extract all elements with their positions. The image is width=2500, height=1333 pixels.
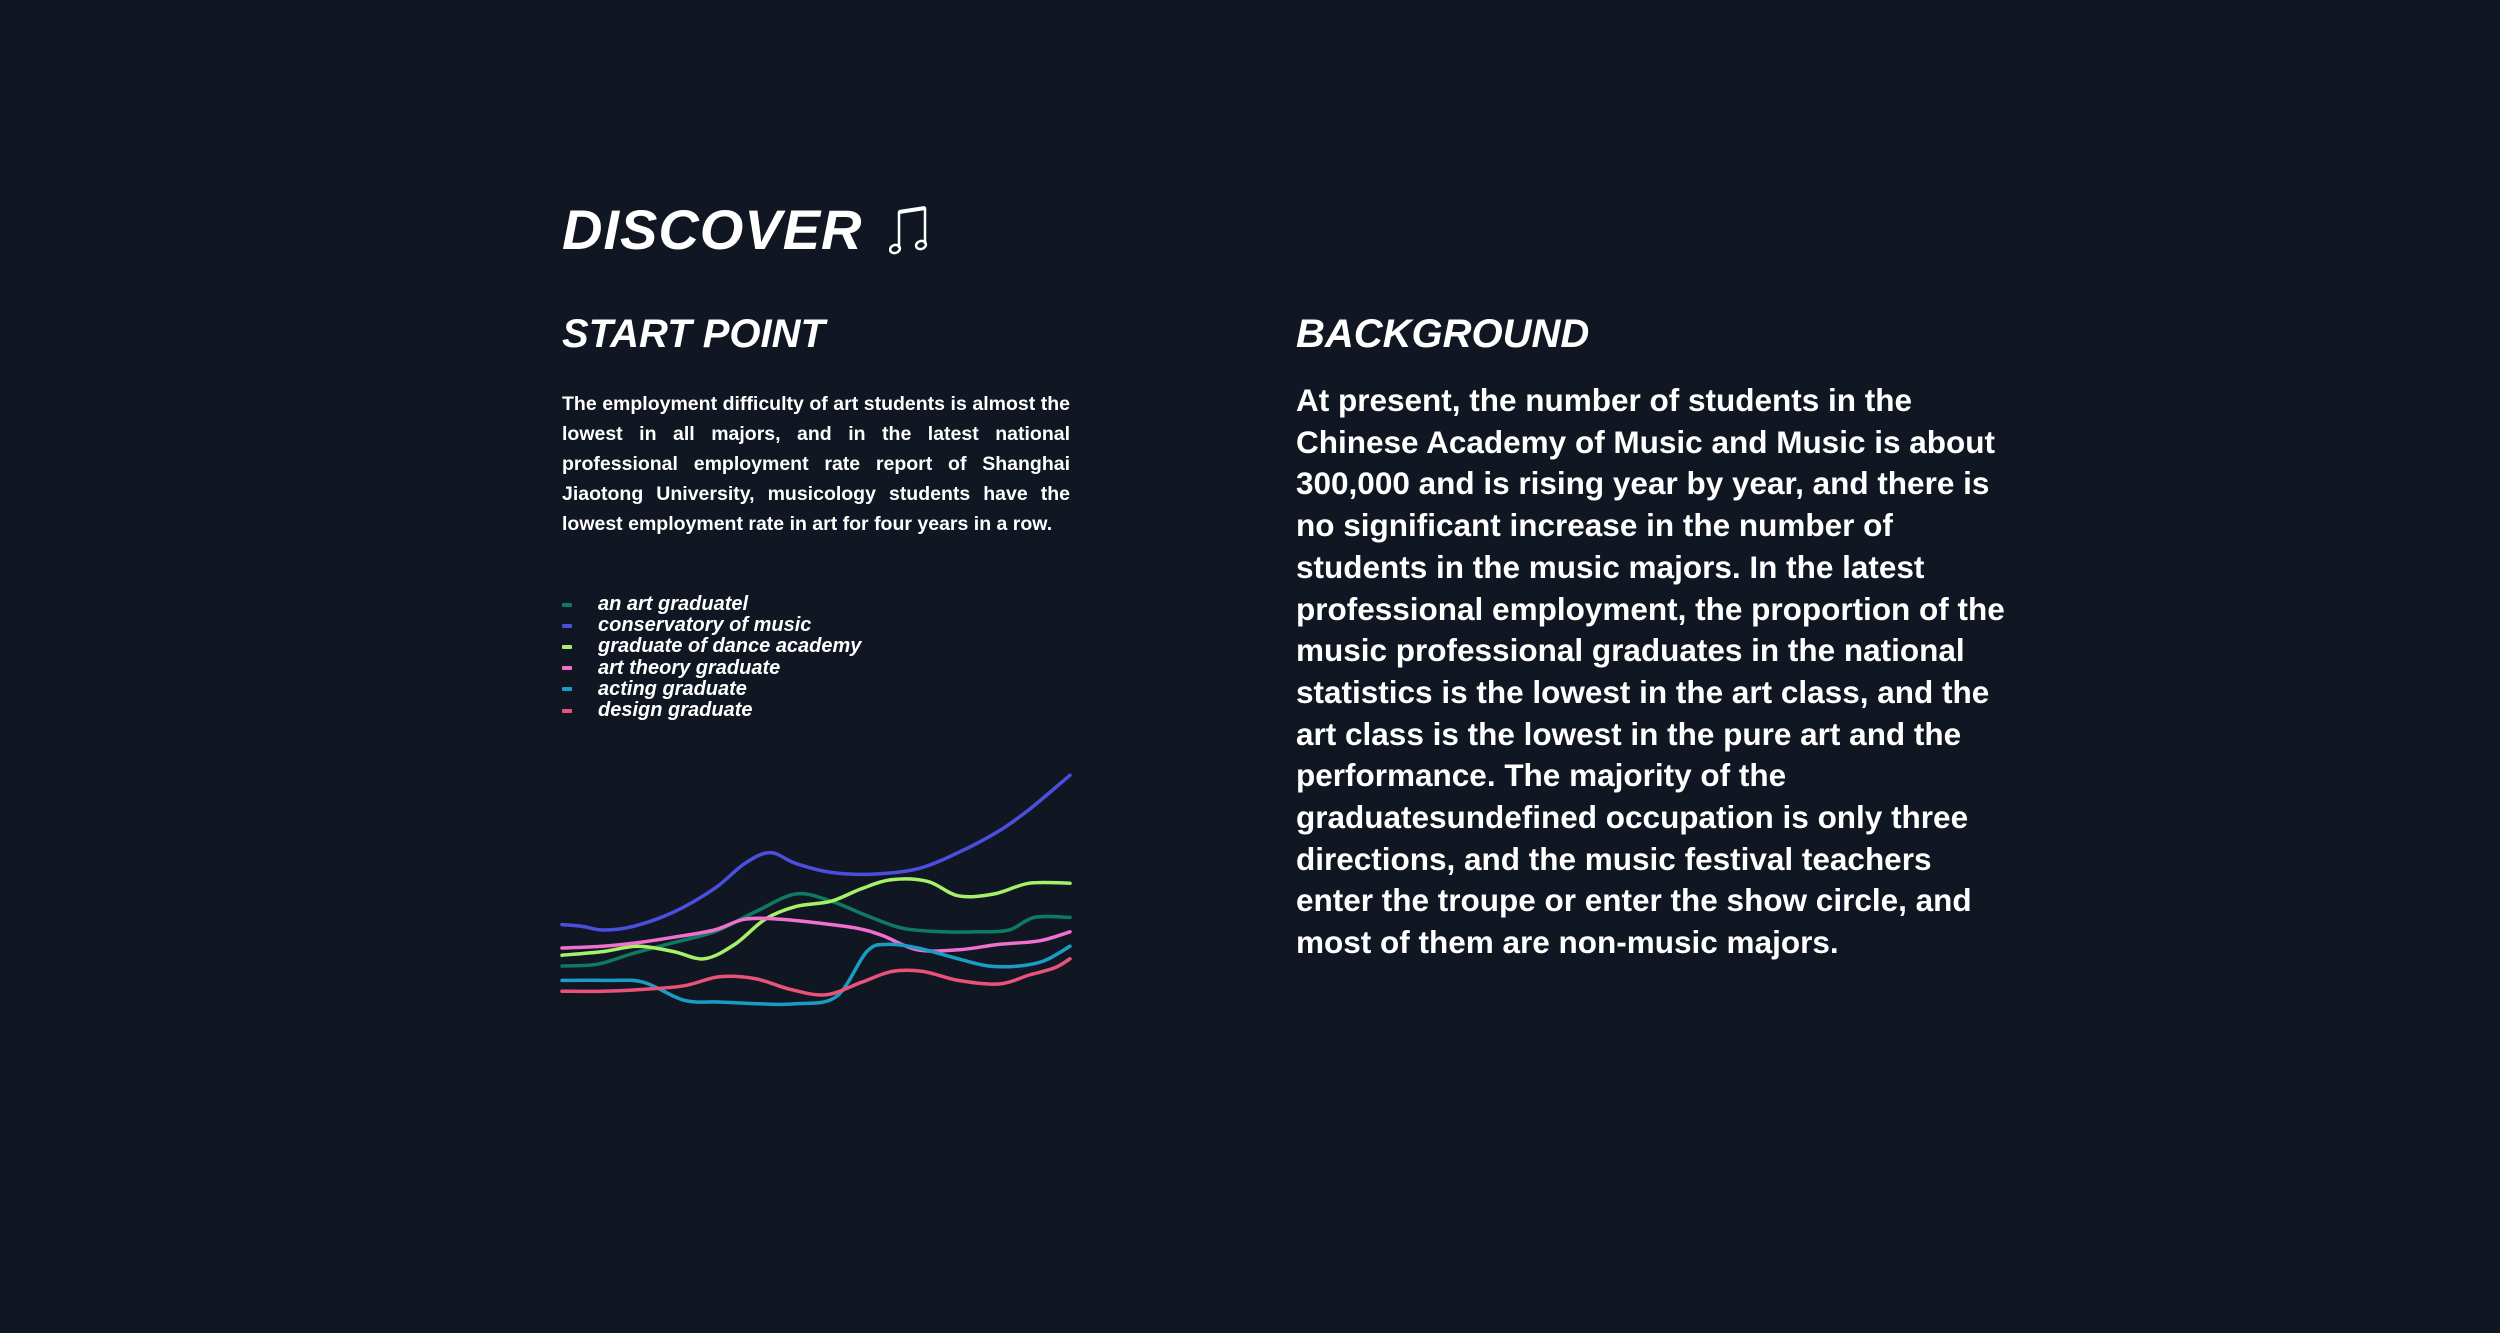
chart-legend	[562, 594, 861, 721]
background-heading: BACKGROUND	[1296, 312, 1590, 356]
legend-item	[562, 636, 861, 657]
legend-label: art theory graduate	[598, 656, 781, 679]
series-line-3	[562, 879, 1070, 959]
legend-label: acting graduate	[598, 677, 747, 700]
page-title-text: DISCOVER	[562, 198, 863, 261]
legend-swatch	[562, 666, 572, 670]
legend-label: design graduate	[598, 699, 753, 722]
legend-label: graduate of dance academy	[598, 635, 862, 658]
start-point-heading: START POINT	[562, 312, 825, 356]
music-notes-icon	[889, 202, 935, 258]
legend-swatch	[562, 709, 572, 713]
legend-item	[562, 615, 861, 636]
legend-item	[562, 594, 861, 615]
series-line-2	[562, 775, 1070, 930]
legend-item	[562, 658, 861, 679]
start-point-text: The employment difficulty of art students is almost the lowest in all majors, and in the latest national professional employment rate report of Shanghai Jiaotong University, musicology students have the lowest employment rate in art for four years in a row.	[562, 393, 1070, 535]
legend-item	[562, 679, 861, 700]
legend-label: conservatory of music	[598, 614, 812, 637]
legend-item	[562, 700, 861, 721]
legend-label: an art graduatel	[598, 593, 749, 616]
legend-swatch	[562, 603, 572, 607]
line-chart	[556, 740, 1076, 1020]
legend-swatch	[562, 645, 572, 649]
page-title	[562, 196, 935, 264]
series-line-6	[562, 959, 1070, 995]
legend-swatch	[562, 624, 572, 628]
background-text: At present, the number of students in the Chinese Academy of Music and Music is about 300,000 and is rising year by year, and there is no significant increase in the number of students in the music majors. In the latest professional employment, the proportion of the music professional graduates in the national statistics is the lowest in the art class, and the art class is the lowest in the pure art and the performance. The majority of the graduatesundefined occupation is only three directions, and the music festival teachers enter the troupe or enter the show circle, and most of them are non-music majors.	[1296, 382, 2005, 961]
legend-swatch	[562, 687, 572, 691]
